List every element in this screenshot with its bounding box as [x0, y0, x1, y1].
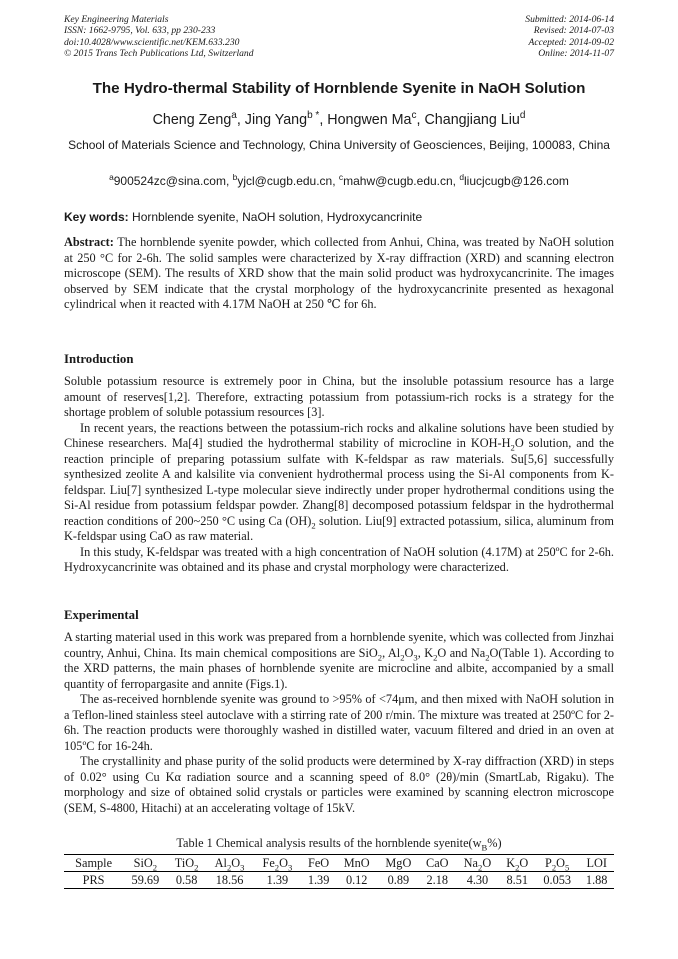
date-accepted: Accepted: 2014-09-02: [528, 36, 614, 48]
intro-paragraph: In recent years, the reactions between the potassium-rich rocks and alkaline solutions have been studied by Chinese researchers. Ma[4] studied the hydrothermal stability of microcline in KOH-$H_2O$ solution, and the reaction principle of preparing potassium sulfate with K-feldspar as raw materials. Su[5,6] successfully synthesized zeolite A and kalsilite via convenient hydrothermal process using the Si-Al components from K-feldspar. Liu[7] synthesized L-type molecular sieve indirectly under proper hydrothermal conditions using the Si-Al residue from potassium feldspar powder. Zhang[8] decomposed potassium feldspar in the hydrothermal reaction conditions of 200~250 °C using Ca $(OH)_2$ solution. Liu[9] extracted potassium, silica, aluminum from K-feldspar using CaO as raw material.: [64, 420, 614, 543]
table-cell: 4.30: [455, 872, 499, 889]
journal-copyright: © 2015 Trans Tech Publications Ltd, Switzerland: [64, 47, 254, 59]
author-mark: d: [519, 110, 526, 122]
author-mark: b *: [307, 110, 320, 122]
author-name: Changjiang Liu: [424, 112, 520, 128]
email-mark: b: [232, 172, 238, 182]
table-header-cell: $Na_2O$: [455, 855, 499, 872]
email-link[interactable]: yjcl@cugb.edu.cn: [237, 174, 333, 188]
table-cell: PRS: [64, 872, 123, 889]
email-link[interactable]: mahw@cugb.edu.cn: [343, 174, 453, 188]
table-cell: 0.12: [336, 872, 378, 889]
chemical-analysis-table: [64, 854, 614, 889]
dates-header: [525, 14, 614, 59]
keywords-text: Hornblende syenite, NaOH solution, Hydroxycancrinite: [132, 210, 423, 224]
table-header-cell: LOI: [579, 855, 614, 872]
table-cell: 0.58: [168, 872, 206, 889]
table-cell: 1.88: [579, 872, 614, 889]
table-cell: 59.69: [123, 872, 167, 889]
abstract: [64, 235, 614, 313]
experimental-paragraph: A starting material used in this work was prepared from a hornblende syenite, which was collected from Jinzhai country, Anhui, China. Its main chemical compositions are SiO$_2$, $Al_2O_3$, $K_2O$ and $Na_2O(Table$ 1). According to the XRD patterns, the main phases of hornblende syenite are microcline and albite, accompanied by a small quantity of ferropargasite and annite (Figs.1).: [64, 630, 614, 691]
table-header-cell: TiO$_2$: [168, 855, 206, 872]
author-mark: a: [231, 110, 237, 122]
keywords: [64, 210, 624, 224]
experimental-heading: Experimental: [64, 608, 139, 622]
table-cell: 8.51: [500, 872, 535, 889]
email-link[interactable]: 900524zc@sina.com: [113, 174, 226, 188]
keywords-label: Key words:: [64, 210, 129, 224]
table-cell: 1.39: [253, 872, 301, 889]
experimental-paragraph: The crystallinity and phase purity of the solid products were determined by X-ray diffraction (XRD) in steps of 0.02° using Cu Kα radiation source and a scanning speed of 8.0° (2θ)/min (SmartLab, Rigaku). The morphology and size of obtained solid crystals or particles were examined by scanning electron microscope (SEM, S-4800, Hitachi) at an accelerating voltage of 15kV.: [64, 754, 614, 815]
experimental-paragraph: The as-received hornblende syenite was ground to >95% of <74μm, and then mixed with NaOH solution in a Teflon-lined stainless steel autoclave with a stirring rate of 200 r/min. The mixture was treated at 250ºC for 2-6h. The reaction products were thoroughly washed in distilled water, vacuum filtered and dried in an oven at 105ºC for 16-24h.: [64, 692, 614, 753]
email-list: $^a$900524zc@sina.com, $^b$yjcl@cugb.edu.cn, $^c$mahw@cugb.edu.cn, $^d$liucjcugb@126.com: [109, 172, 569, 188]
author-name: Hongwen Ma: [327, 112, 412, 128]
date-online: Online: 2014-11-07: [538, 47, 614, 59]
table-header-cell: Sample: [64, 855, 123, 872]
email-mark: a: [109, 172, 114, 182]
affiliation: School of Materials Science and Technology, China University of Geosciences, Beijing, 100083, China: [68, 138, 610, 152]
email-mark: c: [338, 172, 344, 182]
intro-paragraph: Soluble potassium resource is extremely poor in China, but the insoluble potassium resource has a large amount of reserves[1,2]. Therefore, extracting potassium from potassium-rich rocks is a strategy for the shortage problem of soluble potassium resources [3].: [64, 374, 614, 419]
date-revised: Revised: 2014-07-03: [533, 25, 614, 37]
table-caption: Table 1 Chemical analysis results of the hornblende $syenite(w_B\%)$: [176, 836, 502, 853]
table-cell: 0.053: [535, 872, 579, 889]
journal-name: Key Engineering Materials: [64, 14, 169, 25]
table-header-cell: MgO: [378, 855, 420, 872]
table-header-cell: SiO$_2$: [123, 855, 167, 872]
abstract-text: The hornblende syenite powder, which collected from Anhui, China, was treated by NaOH solution at 250 °C for 2-6h. The solid samples were characterized by X-ray diffraction (XRD) and scanning electron microscope (SEM). The results of XRD show that the main solid product was hydroxycancrinite. The images observed by SEM indicate that the crystal morphology of the hydroxycancrinite presented as hexagonal cylindrical when it reacted with 4.17M NaOH at 250 ℃ for 6h.: [64, 235, 614, 311]
paper-title: The Hydro-thermal Stability of Hornblende Syenite in NaOH Solution: [92, 80, 586, 97]
experimental-section: [64, 630, 614, 816]
table-header-cell: $P_2O_5$: [535, 855, 579, 872]
email-mark: d: [459, 172, 465, 182]
journal-issn: ISSN: 1662-9795, Vol. 633, pp 230-233: [64, 25, 216, 37]
intro-heading: Introduction: [64, 352, 134, 366]
author-mark: c: [411, 110, 417, 122]
table-cell: 18.56: [206, 872, 254, 889]
abstract-label: Abstract:: [64, 235, 114, 249]
journal-doi: doi:10.4028/www.scientific.net/KEM.633.230: [64, 36, 240, 48]
date-submitted: Submitted: 2014-06-14: [525, 14, 614, 25]
table-header-cell: $Al_2O_3$: [206, 855, 254, 872]
table-cell: 1.39: [301, 872, 336, 889]
author-name: Cheng Zeng: [152, 112, 232, 128]
table-header-cell: $Fe_2O_3$: [253, 855, 301, 872]
table-header-cell: $K_2O$: [500, 855, 535, 872]
email-link[interactable]: liucjcugb@126.com: [464, 174, 569, 188]
table-header-row: [64, 855, 614, 872]
table-header-cell: MnO: [336, 855, 378, 872]
table-header-cell: CaO: [419, 855, 455, 872]
intro-section: [64, 374, 614, 576]
table-cell: 0.89: [378, 872, 420, 889]
author-name: Jing Yang: [244, 112, 308, 128]
author-list: Cheng Zeng$^a$, Jing Yang$^{b *}$, Hongwen Ma$^c$, Changjiang Liu$^d$: [152, 110, 526, 128]
journal-header: [64, 14, 254, 59]
table-header-cell: FeO: [301, 855, 336, 872]
table-cell: 2.18: [419, 872, 455, 889]
table-row: [64, 872, 614, 889]
intro-paragraph: In this study, K-feldspar was treated with a high concentration of NaOH solution (4.17M) at 250ºC for 2-6h. Hydroxycancrinite was obtained and its phase and crystal morphology were characterized.: [64, 544, 614, 574]
